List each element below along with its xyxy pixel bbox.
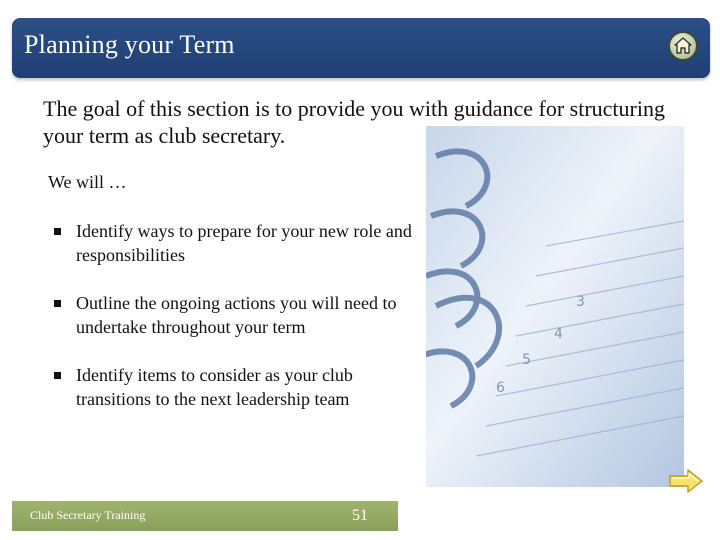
bullet-icon xyxy=(54,372,61,379)
page-number: 51 xyxy=(352,507,368,524)
home-icon xyxy=(673,36,693,56)
bullet-icon xyxy=(54,300,61,307)
arrow-right-icon xyxy=(668,468,704,494)
lead-text: We will … xyxy=(48,172,127,192)
svg-text:6: 6 xyxy=(496,380,505,396)
svg-text:3: 3 xyxy=(576,294,585,310)
bullet-icon xyxy=(54,228,61,235)
title-bar xyxy=(12,18,710,78)
list-item: Identify ways to prepare for your new role and responsibilities xyxy=(52,219,412,267)
intro-text: The goal of this section is to provide you with guidance for structuring your term as club secretary. xyxy=(43,96,665,148)
list-item: Identify items to consider as your club transitions to the next leadership team xyxy=(52,363,412,411)
list-item: Outline the ongoing actions you will need to undertake throughout your term xyxy=(52,291,412,339)
footer-bar xyxy=(12,501,398,531)
svg-text:5: 5 xyxy=(522,352,531,368)
next-slide-button[interactable] xyxy=(668,468,704,494)
page-title: Planning your Term xyxy=(24,30,235,59)
home-button[interactable] xyxy=(668,31,698,61)
footer-title: Club Secretary Training xyxy=(30,508,146,522)
svg-text:4: 4 xyxy=(554,326,563,342)
notebook-photo xyxy=(426,126,684,487)
bullet-list xyxy=(52,219,412,435)
